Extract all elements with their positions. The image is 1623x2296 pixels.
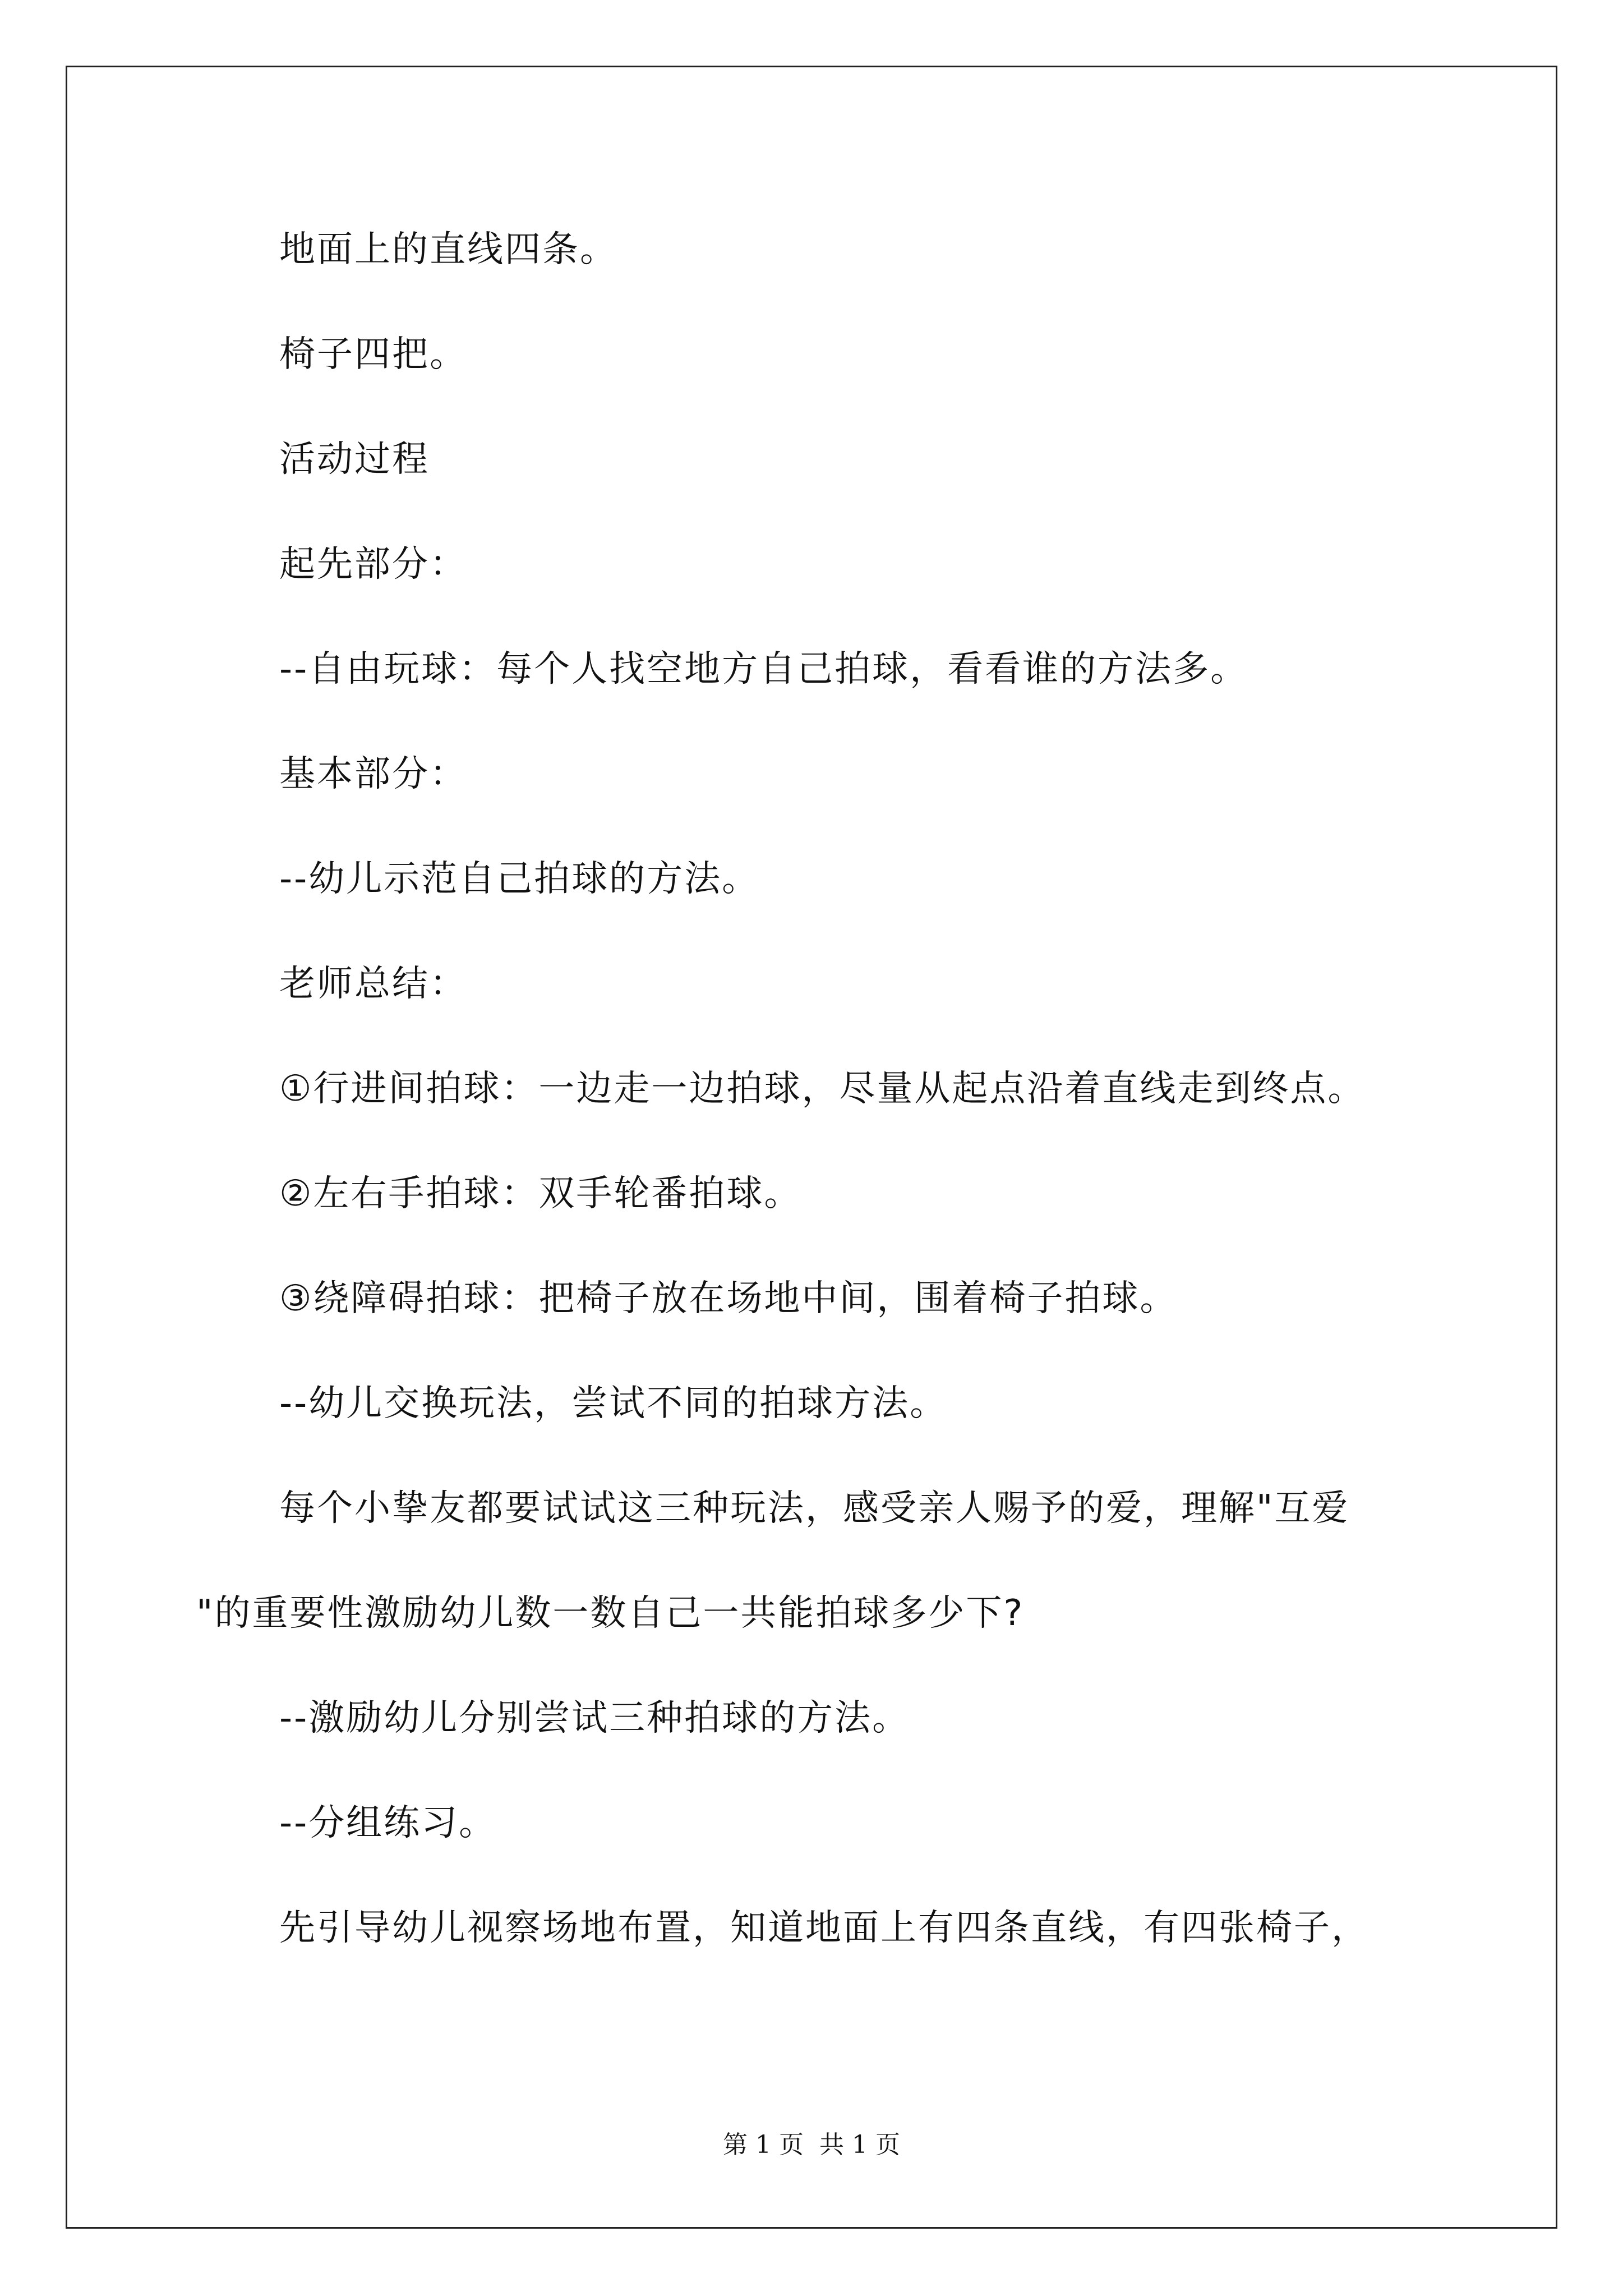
paragraph: 老师总结： — [279, 963, 467, 1005]
paragraph: 活动过程 — [279, 439, 430, 480]
page-footer — [0, 2128, 1623, 2162]
paragraph: 先引导幼儿视察场地布置，知道地面上有四条直线，有四张椅子， — [279, 1907, 1369, 1949]
paragraph: 椅子四把。 — [279, 334, 467, 375]
paragraph: --激励幼儿分别尝试三种拍球的方法。 — [279, 1697, 910, 1739]
paragraph: --分组练习。 — [279, 1802, 497, 1844]
paragraph: --自由玩球：每个人找空地方自己拍球，看看谁的方法多。 — [279, 648, 1248, 690]
paragraph: --幼儿示范自己拍球的方法。 — [279, 858, 760, 900]
page-number: 第 1 页 — [723, 2131, 804, 2159]
paragraph: 地面上的直线四条。 — [279, 229, 617, 270]
paragraph: ①行进间拍球：一边走一边拍球，尽量从起点沿着直线走到终点。 — [279, 1068, 1366, 1110]
paragraph: ②左右手拍球：双手轮番拍球。 — [279, 1173, 802, 1214]
paragraph-continuation: "的重要性激励幼儿数一数自己一共能拍球多少下? — [196, 1593, 1025, 1634]
paragraph: ③绕障碍拍球：把椅子放在场地中间，围着椅子拍球。 — [279, 1278, 1178, 1319]
paragraph: 起先部分： — [279, 544, 467, 585]
page-total: 共 1 页 — [819, 2131, 900, 2159]
paragraph: 每个小挚友都要试试这三种玩法，感受亲人赐予的爱，理解"互爱 — [279, 1488, 1350, 1529]
paragraph: 基本部分： — [279, 753, 467, 795]
paragraph: --幼儿交换玩法，尝试不同的拍球方法。 — [279, 1383, 948, 1424]
